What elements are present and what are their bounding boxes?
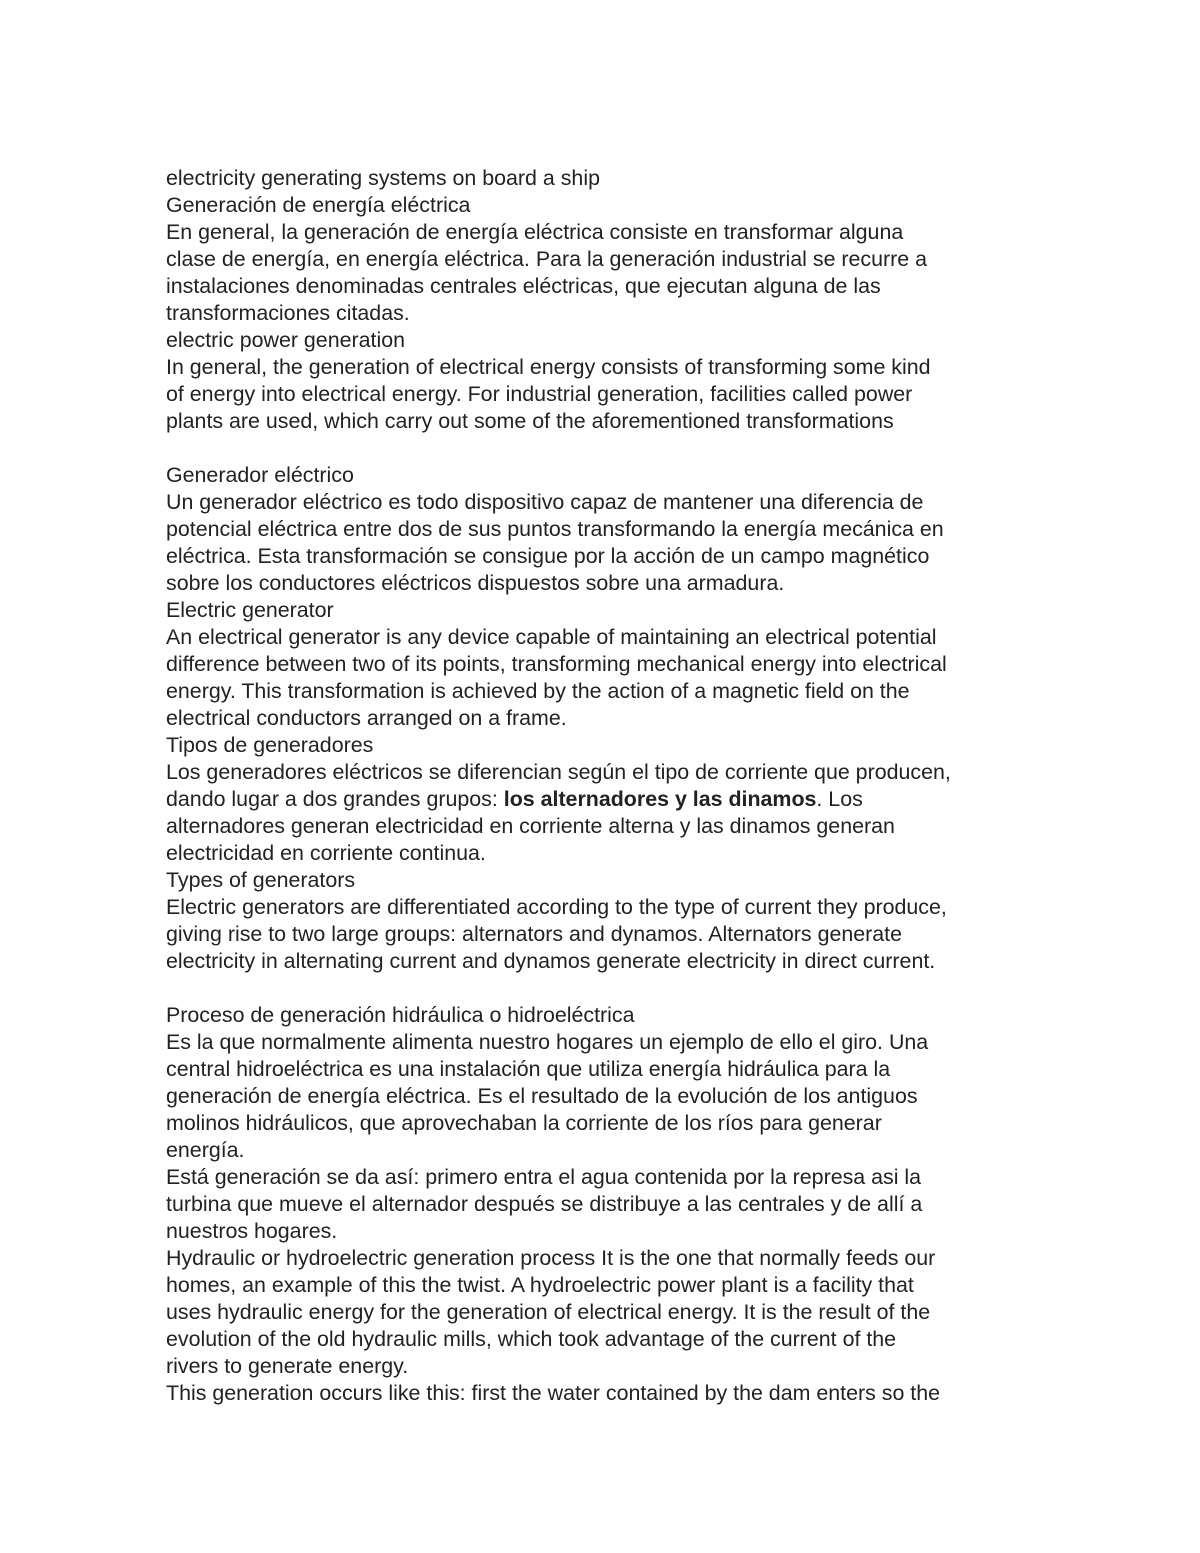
blank-line: [166, 975, 1046, 1002]
text-line: central hidroeléctrica es una instalación que utiliza energía hidráulica para la: [166, 1057, 891, 1081]
text-line: turbina que mueve el alternador después se distribuye a las centrales y de allí a: [166, 1192, 923, 1216]
text-line: Hydraulic or hydroelectric generation process It is the one that normally feeds our: [166, 1246, 936, 1270]
text-line: electricidad en corriente continua.: [166, 841, 486, 865]
text-line: Types of generators: [166, 868, 356, 892]
text-line: Tipos de generadores: [166, 733, 374, 757]
text-line: electricity in alternating current and dynamos generate electricity in direct current.: [166, 949, 936, 973]
text-line: transformaciones citadas.: [166, 301, 410, 325]
text-line: alternadores generan electricidad en corriente alterna y las dinamos generan: [166, 814, 895, 838]
text-line: nuestros hogares.: [166, 1219, 338, 1243]
text-line: electricity generating systems on board a ship: [166, 166, 600, 190]
text-line: Electric generators are differentiated according to the type of current they produce,: [166, 895, 947, 919]
text-line: eléctrica. Esta transformación se consigue por la acción de un campo magnético: [166, 544, 930, 568]
text-line: rivers to generate energy.: [166, 1354, 409, 1378]
text-run: dando lugar a dos grandes grupos:: [166, 787, 504, 811]
text-line: In general, the generation of electrical energy consists of transforming some kind: [166, 355, 931, 379]
text-run: . Los: [816, 787, 863, 811]
text-line: energía.: [166, 1138, 245, 1162]
text-line: energy. This transformation is achieved by the action of a magnetic field on the: [166, 679, 910, 703]
text-line: electrical conductors arranged on a frame.: [166, 706, 567, 730]
text-line: homes, an example of this the twist. A hydroelectric power plant is a facility that: [166, 1273, 914, 1297]
text-block-bottom: [166, 813, 1046, 1407]
text-line: This generation occurs like this: first the water contained by the dam enters so the: [166, 1381, 941, 1405]
document-body: [166, 165, 1046, 1407]
text-line: Generador eléctrico: [166, 463, 354, 487]
blank-line: [166, 435, 1046, 462]
text-line: evolution of the old hydraulic mills, which took advantage of the current of the: [166, 1327, 897, 1351]
text-line: instalaciones denominadas centrales eléctricas, que ejecutan alguna de las: [166, 274, 881, 298]
text-line: En general, la generación de energía eléctrica consiste en transformar alguna: [166, 220, 904, 244]
text-line: Proceso de generación hidráulica o hidroeléctrica: [166, 1003, 635, 1027]
text-line: Los generadores eléctricos se diferencian según el tipo de corriente que producen,: [166, 760, 951, 784]
text-line: Es la que normalmente alimenta nuestro hogares un ejemplo de ello el giro. Una: [166, 1030, 929, 1054]
text-line: clase de energía, en energía eléctrica. Para la generación industrial se recurre a: [166, 247, 927, 271]
text-line: Un generador eléctrico es todo dispositivo capaz de mantener una diferencia de: [166, 490, 924, 514]
text-line: Generación de energía eléctrica: [166, 193, 471, 217]
text-line: giving rise to two large groups: alternators and dynamos. Alternators generate: [166, 922, 903, 946]
text-block-top: [166, 165, 1046, 786]
text-line: of energy into electrical energy. For industrial generation, facilities called power: [166, 382, 913, 406]
text-line: Electric generator: [166, 598, 334, 622]
text-line: electric power generation: [166, 328, 405, 352]
text-line: uses hydraulic energy for the generation of electrical energy. It is the result of the: [166, 1300, 931, 1324]
text-line: sobre los conductores eléctricos dispuestos sobre una armadura.: [166, 571, 785, 595]
text-line: molinos hidráulicos, que aprovechaban la corriente de los ríos para generar: [166, 1111, 882, 1135]
bold-text-run: los alternadores y las dinamos: [503, 787, 817, 811]
text-line: Está generación se da así: primero entra el agua contenida por la represa asi la: [166, 1165, 922, 1189]
text-line: plants are used, which carry out some of the aforementioned transformations: [166, 409, 894, 433]
text-line-mixed: [166, 786, 1046, 813]
text-line: difference between two of its points, transforming mechanical energy into electrical: [166, 652, 947, 676]
text-line: An electrical generator is any device capable of maintaining an electrical potential: [166, 625, 937, 649]
text-line: generación de energía eléctrica. Es el resultado de la evolución de los antiguos: [166, 1084, 918, 1108]
text-line: potencial eléctrica entre dos de sus puntos transformando la energía mecánica en: [166, 517, 944, 541]
